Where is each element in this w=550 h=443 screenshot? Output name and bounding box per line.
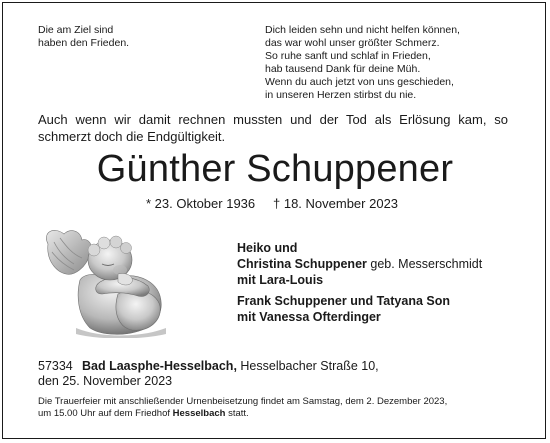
family-line: Frank Schuppener und Tatyana Son bbox=[237, 294, 450, 308]
family-line: mit Vanessa Ofterdinger bbox=[237, 310, 381, 324]
birth-date: * 23. Oktober 1936 bbox=[146, 196, 256, 211]
deceased-name: Günther Schuppener bbox=[96, 148, 454, 190]
funeral-info bbox=[38, 396, 518, 420]
street: Hesselbacher Straße 10, bbox=[236, 359, 379, 373]
poem-line: Dich leiden sehn und nicht helfen können, bbox=[265, 24, 460, 36]
family-line: mit Lara-Louis bbox=[237, 273, 324, 287]
family-name: Christina Schuppener bbox=[237, 257, 367, 271]
poem-line: das war wohl unser größter Schmerz. bbox=[265, 37, 440, 49]
intro-text: Auch wenn wir damit rechnen mussten und der Tod als Erlösung kam, so schmerzt doch die Endgültigkeit. bbox=[38, 112, 508, 144]
address-block bbox=[38, 359, 379, 389]
poem-line: hab tausend Dank für deine Müh. bbox=[265, 63, 421, 75]
death-date: † 18. November 2023 bbox=[273, 196, 399, 211]
funeral-info-line: Die Trauerfeier mit anschließender Urnenbeisetzung findet am Samstag, dem 2. Dezember 2023, bbox=[38, 396, 448, 407]
family-birth-name: geb. Messerschmidt bbox=[366, 257, 483, 271]
poem-line: Wenn du auch jetzt von uns geschieden, bbox=[265, 76, 454, 88]
poem-line: in unseren Herzen stirbst du nie. bbox=[265, 89, 417, 101]
cemetery-place: Hesselbach bbox=[172, 408, 226, 419]
notice-date: den 25. November 2023 bbox=[38, 374, 173, 388]
poem-line: So ruhe sanft und schlaf in Frieden, bbox=[265, 50, 431, 62]
quote-left-line: Die am Ziel sind bbox=[38, 24, 114, 36]
poem bbox=[265, 24, 460, 102]
quote-left bbox=[38, 24, 129, 50]
family-line: Heiko und bbox=[237, 241, 298, 255]
angel-figure-image bbox=[40, 224, 190, 338]
quote-left-line: haben den Frieden. bbox=[38, 37, 130, 49]
postal-code: 57334 bbox=[38, 359, 73, 373]
funeral-info-text: statt. bbox=[225, 408, 249, 419]
family-signatures bbox=[237, 240, 482, 325]
funeral-info-text: um 15.00 Uhr auf dem Friedhof bbox=[38, 408, 173, 419]
town: Bad Laasphe-Hesselbach, bbox=[82, 359, 237, 373]
